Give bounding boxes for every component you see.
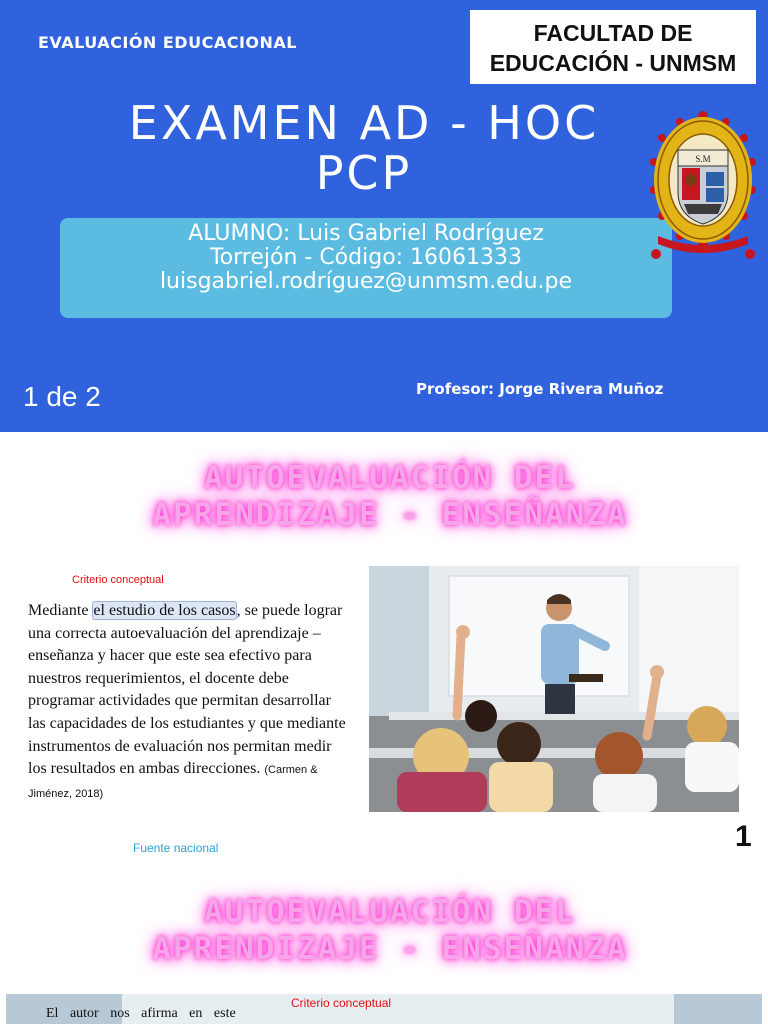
body-snippet: El autor nos afirma en este <box>46 1006 236 1021</box>
student-line-2: Torrejón - Código: 16061333 <box>209 245 523 270</box>
content-slide-1 <box>0 432 768 872</box>
body-paragraph <box>28 600 350 805</box>
content-band <box>6 994 762 1024</box>
slide-number: 1 <box>735 820 752 853</box>
student-line-1: ALUMNO: Luis Gabriel Rodríguez <box>188 221 544 246</box>
course-kicker: EVALUACIÓN EDUCACIONAL <box>38 33 297 52</box>
exam-subtitle: PCP <box>315 146 413 200</box>
faculty-box <box>470 10 756 84</box>
criterio-label: Criterio conceptual <box>291 996 392 1010</box>
seal-monogram: S.M <box>695 154 711 164</box>
body-text-rest: , se puede lograr una correcta autoevaluación del aprendizaje – enseñanza y hacer que este sea efectivo para nuestros requerimientos, el docente debe programar actividades que permitan desarrollar las capacidades de los estudiantes y que mediante instrumentos de evaluación nos permitan medir los resultados en ambas direcciones. <box>28 602 346 778</box>
professor-name: Profesor: Jorge Rivera Muñoz <box>416 380 664 398</box>
source-label: Fuente nacional <box>133 841 219 855</box>
body-text-start: Mediante <box>28 602 93 619</box>
student-email: luisgabriel.rodríguez@unmsm.edu.pe <box>159 269 573 294</box>
student-info-box <box>60 218 672 318</box>
faculty-line-2: EDUCACIÓN - UNMSM <box>489 50 737 76</box>
slide-title-line-2: APRENDIZAJE - ENSEÑANZA <box>152 931 628 967</box>
university-seal-icon <box>648 104 758 264</box>
classroom-photo-icon <box>369 566 739 812</box>
slide-title-line-1: AUTOEVALUACIÓN DEL <box>204 460 576 496</box>
slide-title <box>120 894 660 968</box>
content-slide-2 <box>0 872 768 1024</box>
slide-title <box>120 460 660 534</box>
cover-slide <box>0 0 768 432</box>
highlighted-phrase: el estudio de los casos <box>93 602 236 619</box>
faculty-line-1: FACULTAD DE <box>533 20 693 46</box>
slide-title-line-1: AUTOEVALUACIÓN DEL <box>204 894 576 930</box>
slide-title-line-2: APRENDIZAJE - ENSEÑANZA <box>152 497 628 533</box>
citation: (Carmen & Jiménez, 2018) <box>28 764 318 800</box>
exam-title: EXAMEN AD - HOC <box>128 96 600 150</box>
page-count: 1 de 2 <box>23 381 101 412</box>
criterio-label: Criterio conceptual <box>72 574 164 586</box>
